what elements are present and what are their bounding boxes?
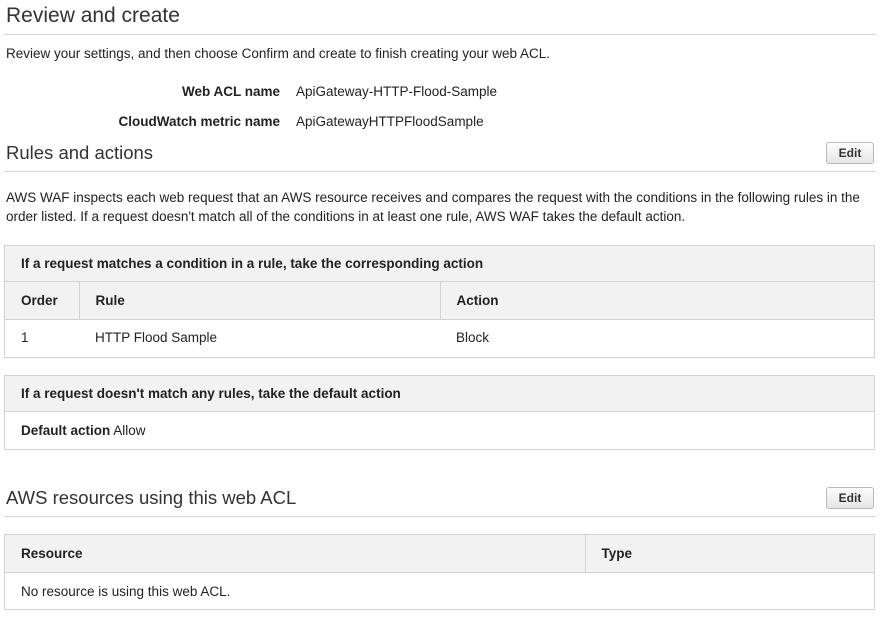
column-header-rule[interactable]: Rule [79, 282, 440, 319]
rules-section-title: Rules and actions [6, 142, 154, 163]
rules-description: AWS WAF inspects each web request that an AWS resource receives and compares the request with the conditions in the following rules in the order listed. If a request doesn't match all of the conditions in at least one rule, AWS WAF takes the default action. [6, 190, 860, 224]
column-header-resource[interactable]: Resource [5, 535, 585, 572]
web-acl-name-label: Web ACL name [181, 84, 280, 99]
resources-table-header-row [5, 535, 874, 572]
rules-divider [4, 171, 876, 172]
intro-text: Review your settings, and then choose Confirm and create to finish creating your web ACL. [6, 46, 551, 61]
resources-table [5, 535, 874, 573]
column-header-order[interactable]: Order [5, 282, 79, 319]
cloudwatch-metric-value: ApiGatewayHTTPFloodSample [296, 114, 484, 129]
default-panel-heading: If a request doesn't match any rules, take the default action [5, 376, 874, 412]
resources-divider [4, 516, 876, 517]
default-action-value: Allow [113, 423, 146, 438]
rules-table [5, 282, 874, 356]
cloudwatch-metric-label: CloudWatch metric name [118, 114, 280, 129]
table-row [5, 319, 874, 356]
resources-edit-button[interactable]: Edit [826, 487, 874, 509]
resources-empty-message: No resource is using this web ACL. [21, 583, 231, 599]
rules-panel-heading: If a request matches a condition in a rule, take the corresponding action [5, 246, 874, 282]
rule-order-cell: 1 [21, 330, 29, 346]
rules-table-panel [4, 245, 875, 358]
column-header-action[interactable]: Action [440, 282, 874, 319]
page-title: Review and create [6, 4, 180, 27]
default-action-row [5, 412, 874, 449]
resources-section-title: AWS resources using this web ACL [6, 487, 297, 508]
default-action-panel [4, 375, 875, 450]
default-action-label: Default action [21, 423, 111, 438]
rule-action-cell: Block [456, 330, 490, 346]
rule-name-cell: HTTP Flood Sample [95, 330, 218, 346]
web-acl-name-value: ApiGateway-HTTP-Flood-Sample [296, 84, 498, 99]
rules-edit-button[interactable]: Edit [826, 142, 874, 164]
rules-table-header-row [5, 282, 874, 319]
title-divider [4, 34, 876, 35]
resources-table-panel [4, 534, 875, 610]
column-header-type[interactable]: Type [585, 535, 874, 572]
